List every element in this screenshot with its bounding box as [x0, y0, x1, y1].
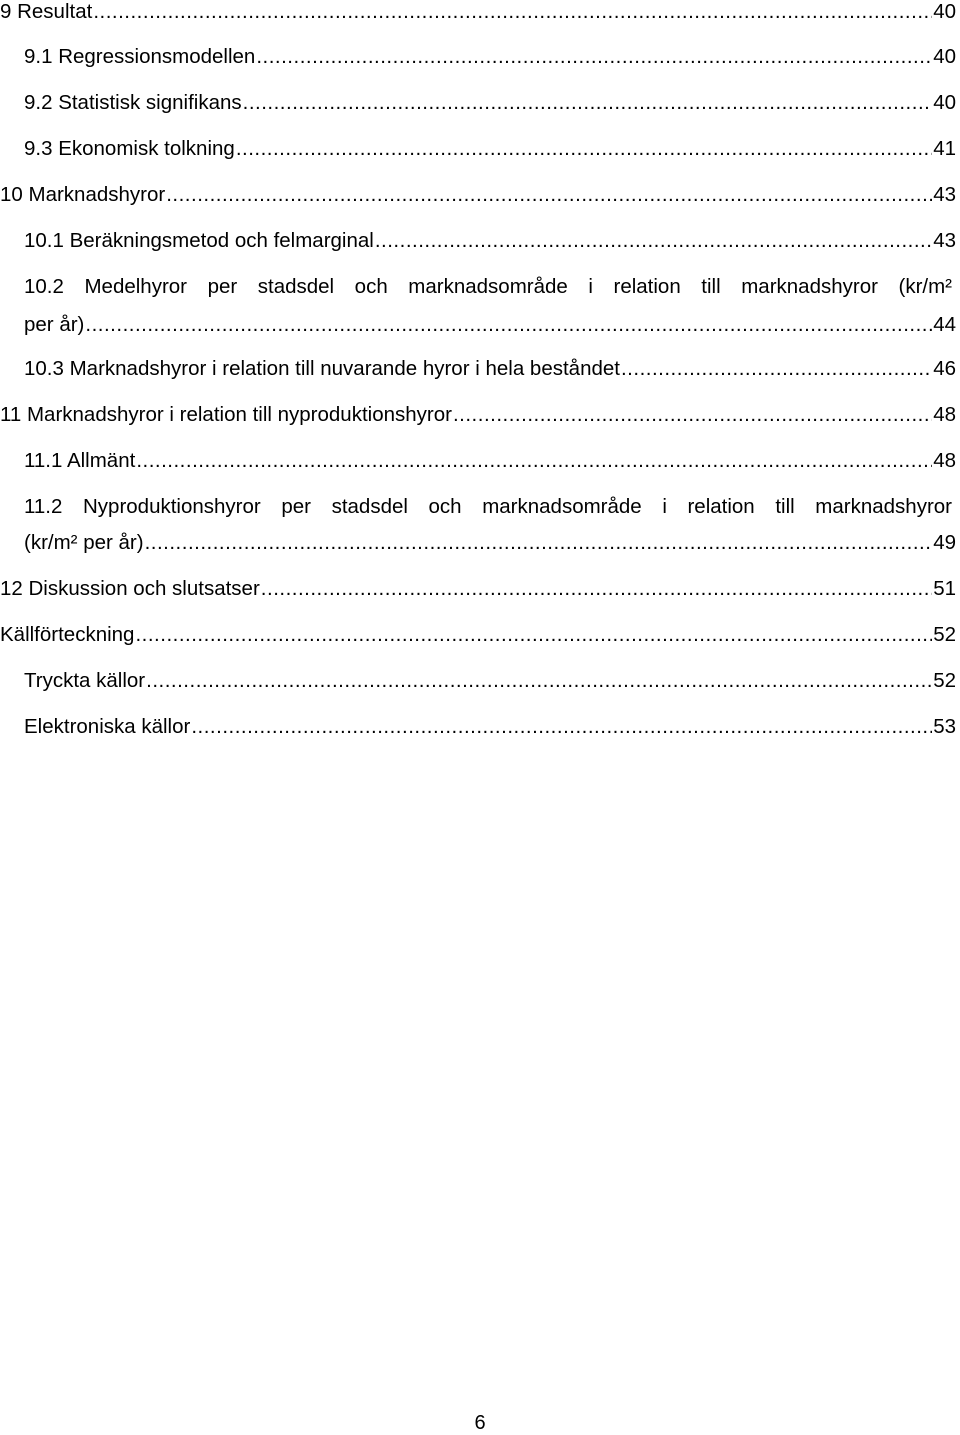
toc-leader [453, 403, 932, 427]
toc-leader [146, 669, 932, 693]
toc-entry-title: Källförteckning [0, 623, 135, 646]
toc-entry-page: 43 [933, 229, 956, 252]
toc-entry-title: Elektroniska källor [24, 715, 191, 738]
toc-entry-page: 40 [933, 91, 956, 114]
toc-entry-title: 11.1 Allmänt [24, 449, 136, 472]
toc-entry-title: (kr/m² per år) [24, 531, 144, 554]
toc-leader [85, 313, 932, 337]
toc-entry-title: Tryckta källor [24, 669, 146, 692]
toc-entry-elektroniska-kallor[interactable] [24, 715, 956, 739]
toc-entry-page: 40 [933, 0, 956, 23]
toc-entry-tryckta-kallor[interactable] [24, 669, 956, 693]
toc-entry-9[interactable] [0, 0, 956, 24]
toc-leader [166, 183, 932, 207]
toc-entry-title: 9.2 Statistisk signifikans [24, 91, 242, 114]
toc-entry-page: 48 [933, 403, 956, 426]
toc-leader [243, 91, 933, 115]
toc-entry-page: 44 [933, 313, 956, 336]
toc-entry-title: 9.1 Regressionsmodellen [24, 45, 256, 68]
toc-entry-12[interactable] [0, 577, 956, 601]
toc-entry-page: 49 [933, 531, 956, 554]
toc-entry-10-2-first-line[interactable]: 10.2 Medelhyror per stadsdel och marknadsområde i relation till marknadshyror (kr/m² [24, 275, 952, 298]
toc-entry-9-1[interactable] [24, 45, 956, 69]
toc-leader [135, 623, 932, 647]
toc-leader [375, 229, 932, 253]
toc-entry-title: 10.3 Marknadshyror i relation till nuvarande hyror i hela beståndet [24, 357, 620, 380]
toc-entry-11-2-first-line[interactable]: 11.2 Nyproduktionshyror per stadsdel och marknadsområde i relation till marknadshyror [24, 495, 952, 518]
toc-entry-title: 10.1 Beräkningsmetod och felmarginal [24, 229, 374, 252]
toc-leader [621, 357, 932, 381]
toc-entry-title: 9 Resultat [0, 0, 93, 23]
toc-entry-page: 52 [933, 623, 956, 646]
toc-entry-page: 52 [933, 669, 956, 692]
toc-entry-9-2[interactable] [24, 91, 956, 115]
toc-entry-kallforteckning[interactable] [0, 623, 956, 647]
toc-leader [261, 577, 932, 601]
toc-entry-page: 40 [933, 45, 956, 68]
toc-entry-11-2[interactable] [24, 531, 956, 555]
toc-entry-page: 51 [933, 577, 956, 600]
toc-entry-title: per år) [24, 313, 85, 336]
toc-entry-page: 43 [933, 183, 956, 206]
toc-entry-11[interactable] [0, 403, 956, 427]
toc-leader [191, 715, 932, 739]
toc-entry-title: 10 Marknadshyror [0, 183, 166, 206]
toc-entry-title: 12 Diskussion och slutsatser [0, 577, 260, 600]
toc-entry-10-1[interactable] [24, 229, 956, 253]
toc-entry-title: 9.3 Ekonomisk tolkning [24, 137, 235, 160]
toc-entry-page: 46 [933, 357, 956, 380]
toc-entry-title: 11 Marknadshyror i relation till nyproduktionshyror [0, 403, 452, 426]
toc-entry-9-3[interactable] [24, 137, 956, 161]
toc-entry-11-1[interactable] [24, 449, 956, 473]
toc-entry-10[interactable] [0, 183, 956, 207]
toc-entry-page: 48 [933, 449, 956, 472]
toc-leader [236, 137, 932, 161]
toc-leader [136, 449, 932, 473]
toc-entry-10-3[interactable] [24, 357, 956, 381]
toc-leader [93, 0, 932, 24]
toc-entry-page: 53 [933, 715, 956, 738]
page-number: 6 [474, 1412, 486, 1434]
toc-entry-10-2[interactable] [24, 313, 956, 337]
toc-entry-page: 41 [933, 137, 956, 160]
toc-leader [256, 45, 932, 69]
toc-leader [145, 531, 933, 555]
